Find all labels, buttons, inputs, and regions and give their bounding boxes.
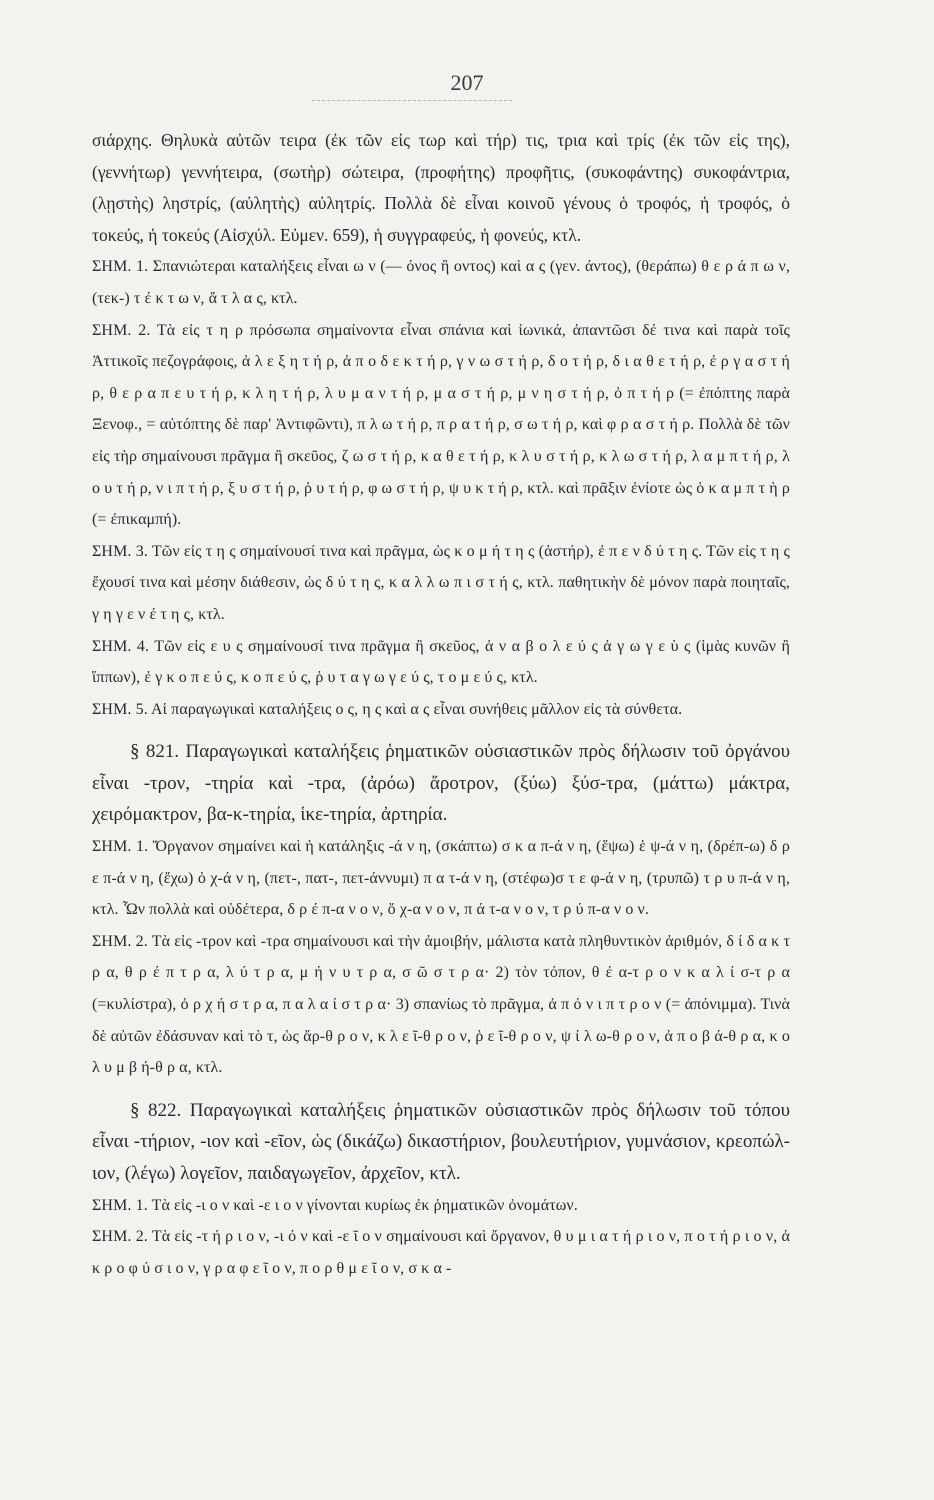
- section-821: § 821. Παραγωγικαὶ καταλήξεις ῥηματικῶν οὐσιαστικῶν πρὸς δήλωσιν τοῦ ὀργάνου εἶναι -τρον, -τηρία καὶ -τρα, (ἀρόω) ἄροτρον, (ξύω) ξύσ-τρα, (μάττω) μάκτρα, χειρόμακτρον, βα-κ-τηρία, ἱκε-τηρία, ἀρτηρία.: [92, 741, 790, 826]
- note-1: ΣΗΜ. 1. Σπανιώτεραι καταλήξεις εἶναι ω ν (— όνος ἢ οντος) καὶ α ς (γεν. άντος), (θεράπω) θ ε ρ ά π ω ν, (τεκ-) τ έ κ τ ω ν, ἄ τ λ α ς, κτλ.: [92, 258, 790, 307]
- note-4: ΣΗΜ. 4. Τῶν εἰς ε υ ς σημαίνουσί τινα πρᾶγμα ἢ σκεῦος, ἀ ν α β ο λ ε ύ ς ἀ γ ω γ ε ὺ ς (ἱμὰς κυνῶν ἢ ἵππων), ἐ γ κ ο π ε ύ ς, κ ο π ε ύ ς, ῥ υ τ α γ ω γ ε ύ ς, τ ο μ ε ύ ς, κτλ.: [92, 637, 790, 687]
- section-gap: [92, 725, 790, 731]
- note-821-1: ΣΗΜ. 1. Ὄργανον σημαίνει καὶ ἡ κατάληξις -ά ν η, (σκάπτω) σ κ α π-ά ν η, (ἕψω) ἑ ψ-ά ν η, (δρέπ-ω) δ ρ ε π-ά ν η, (ἔχω) ὀ χ-ά ν η, (πετ-, πατ-, πετ-άννυμι) π α τ-ά ν η, (στέφω)σ τ ε φ-ά ν η, (τρυπῶ) τ ρ υ π-ά ν η, κτλ. Ὧν πολλὰ καὶ οὐδέτερα, δ ρ έ π-α ν ο ν, ὄ χ-α ν ο ν, π ά τ-α ν ο ν, τ ρ ύ π-α ν ο ν.: [92, 838, 790, 919]
- note-822-1: ΣΗΜ. 1. Τὰ εἰς -ι ο ν καὶ -ε ι ο ν γίνονται κυρίως ἐκ ῥηματικῶν ὀνομάτων.: [92, 1196, 578, 1214]
- section-gap: [92, 1084, 790, 1090]
- section-822: § 822. Παραγωγικαὶ καταλήξεις ῥηματικῶν οὐσιαστικῶν πρὸς δήλωσιν τοῦ τόπου εἶναι -τήριον, -ιον καὶ -εῖον, ὡς (δικάζω) δικαστήριον, βουλευτήριον, γυμνάσιον, κρεοπώλ-ιον, (λέγω) λογεῖον, παιδαγωγεῖον, ἀρχεῖον, κτλ.: [92, 1099, 790, 1184]
- note-5: ΣΗΜ. 5. Αἱ παραγωγικαὶ καταλήξεις ο ς, η ς καὶ α ς εἶναι συνήθεις μᾶλλον εἰς τὰ σύνθετα.: [92, 700, 683, 718]
- paragraph: σιάρχης. Θηλυκὰ αὐτῶν τειρα (ἐκ τῶν εἰς τωρ καὶ τήρ) τις, τρια καὶ τρίς (ἐκ τῶν εἰς της), (γεννήτωρ) γεννήτειρα, (σωτὴρ) σώτειρα, (προφήτης) προφῆτις, (συκοφάντης) συκοφάντρια, (λῃστὴς) ληστρίς, (αὐλητὴς) αὐλητρίς. Πολλὰ δὲ εἶναι κοινοῦ γένους ὁ τροφός, ἡ τροφός, ὁ τοκεύς, ἡ τοκεύς (Αἰσχύλ. Εὐμεν. 659), ἡ συγγραφεύς, ἡ φονεύς, κτλ.: [92, 130, 790, 245]
- note-3: ΣΗΜ. 3. Τῶν εἰς τ η ς σημαίνουσί τινα καὶ πρᾶγμα, ὡς κ ο μ ή τ η ς (ἀστήρ), ἐ π ε ν δ ύ τ η ς. Τῶν εἰς τ η ς ἔχουσί τινα καὶ μέσην διάθεσιν, ὡς δ ύ τ η ς, κ α λ λ ω π ι σ τ ή ς, κτλ. παθητικὴν δὲ μόνον παρὰ ποιηταῖς, γ η γ ε ν έ τ η ς, κτλ.: [92, 542, 790, 623]
- page-number: 207: [450, 70, 484, 95]
- note-2: ΣΗΜ. 2. Τὰ εἰς τ η ρ πρόσωπα σημαίνοντα εἶναι σπάνια καὶ ἰωνικά, ἀπαντῶσι δέ τινα καὶ παρὰ τοῖς Ἀττικοῖς πεζογράφοις, ἀ λ ε ξ η τ ή ρ, ἀ π ο δ ε κ τ ή ρ, γ ν ω σ τ ή ρ, δ ο τ ή ρ, δ ι α θ ε τ ή ρ, ἐ ρ γ α σ τ ή ρ, θ ε ρ α π ε υ τ ή ρ, κ λ η τ ή ρ, λ υ μ α ν τ ή ρ, μ α σ τ ή ρ, μ ν η σ τ ή ρ, ὀ π τ ή ρ (= ἐπόπτης παρὰ Ξενοφ., = αὐτόπτης δὲ παρ' Ἀντιφῶντι), π λ ω τ ή ρ, π ρ α τ ή ρ, σ ω τ ή ρ, καὶ φ ρ α σ τ ή ρ. Πολλὰ δὲ τῶν εἰς τὴρ σημαίνουσι πρᾶγμα ἢ σκεῦος, ζ ω σ τ ή ρ, κ α θ ε τ ή ρ, κ λ υ σ τ ή ρ, κ λ ω σ τ ή ρ, λ α μ π τ ή ρ, λ ο υ τ ή ρ, ν ι π τ ή ρ, ξ υ σ τ ή ρ, ῥ υ τ ή ρ, φ ω σ τ ή ρ, ψ υ κ τ ή ρ, κτλ. καὶ πρᾶξιν ἐνίοτε ὡς ὁ κ α μ π τ ὴ ρ (= ἐπικαμπή).: [92, 321, 790, 529]
- note-821-2: ΣΗΜ. 2. Τὰ εἰς -τρον καὶ -τρα σημαίνουσι καὶ τὴν ἀμοιβήν, μάλιστα κατὰ πληθυντικὸν ἀριθμόν, δ ί δ α κ τ ρ α, θ ρ έ π τ ρ α, λ ύ τ ρ α, μ ή ν υ τ ρ α, σ ῶ σ τ ρ α· 2) τὸν τόπον, θ έ α-τ ρ ο ν κ α λ ί σ-τ ρ α (=κυλίστρα), ὀ ρ χ ή σ τ ρ α, π α λ α ί σ τ ρ α· 3) σπανίως τὸ πρᾶγμα, ἀ π ό ν ι π τ ρ ο ν (= ἀπόνιμμα). Τινὰ δὲ αὐτῶν ἐδάσυναν καὶ τὸ τ, ὡς ἄρ-θ ρ ο ν, κ λ ε ῖ-θ ρ ο ν, ῥ ε ῖ-θ ρ ο ν, ψ ί λ ω-θ ρ ο ν, ἀ π ο β ά-θ ρ α, κ ο λ υ μ β ή-θ ρ α, κτλ.: [92, 932, 790, 1077]
- note-822-2: ΣΗΜ. 2. Τὰ εἰς -τ ή ρ ι ο ν, -ι ό ν καὶ -ε ῖ ο ν σημαίνουσι καὶ ὄργανον, θ υ μ ι α τ ή ρ ι ο ν, π ο τ ή ρ ι ο ν, ἀ κ ρ ο φ ύ σ ι ο ν, γ ρ α φ ε ῖ ο ν, π ο ρ θ μ ε ῖ ο ν, σ κ α -: [92, 1228, 790, 1277]
- page-body: [92, 125, 790, 1284]
- header-rule: [312, 100, 512, 101]
